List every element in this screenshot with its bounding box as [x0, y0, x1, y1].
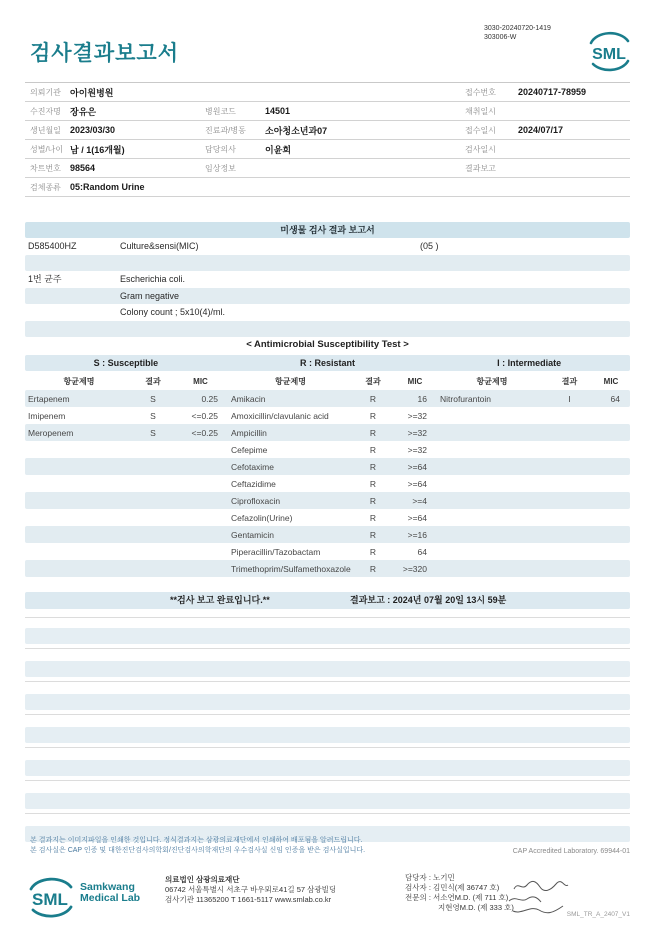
- micro-organism-row: [25, 271, 630, 288]
- ast-antibiotic-name: Gentamicin: [231, 529, 274, 540]
- empty-row-stripe: [25, 760, 630, 776]
- info-label: 성별/나이: [30, 144, 64, 154]
- ast-antibiotic-name: Nitrofurantoin: [440, 393, 492, 404]
- microbiology-section: [25, 222, 630, 337]
- info-value: 2024/07/17: [518, 125, 564, 135]
- micro-strain-label: 1번 균주: [28, 274, 62, 284]
- info-label: 접수번호: [465, 87, 496, 97]
- patient-info-table: [25, 82, 630, 197]
- ast-header-result: 결과: [365, 377, 381, 386]
- ast-result-value: S: [150, 410, 156, 421]
- ast-mic-value: 0.25: [201, 393, 218, 404]
- ast-antibiotic-name: Piperacillin/Tazobactam: [231, 546, 321, 557]
- ast-result-value: I: [568, 393, 571, 404]
- info-label: 접수일시: [465, 125, 496, 135]
- ast-result-value: R: [369, 393, 377, 404]
- ast-title: < Antimicrobial Susceptibility Test >: [246, 339, 409, 350]
- row-divider-line: [25, 813, 630, 814]
- micro-empty-row: [25, 255, 630, 271]
- empty-row-stripe: [25, 661, 630, 677]
- ast-legend-intermediate: I : Intermediate: [497, 358, 562, 368]
- ast-mic-value: >=64: [407, 461, 427, 472]
- ast-result-value: R: [369, 546, 377, 557]
- completion-message: **검사 보고 완료입니다.**: [170, 595, 270, 605]
- patient-info-row: [25, 83, 630, 102]
- ast-mic-value: <=0.25: [191, 410, 218, 421]
- ast-result-row: [25, 407, 630, 424]
- ast-mic-value: >=32: [407, 444, 427, 455]
- footer-address: 06742 서울특별시 서초구 바우뫼로41길 57 삼광빌딩: [165, 885, 337, 894]
- ast-antibiotic-name: Trimethoprim/Sulfamethoxazole: [231, 563, 351, 574]
- empty-row-stripe: [25, 628, 630, 644]
- document-numbers: [484, 24, 551, 42]
- info-value: 05:Random Urine: [70, 182, 145, 192]
- ast-result-value: R: [369, 478, 377, 489]
- patient-info-row: [25, 102, 630, 121]
- ast-antibiotic-name: Amoxicillin/clavulanic acid: [231, 410, 329, 421]
- micro-colony-count: Colony count ; 5x10(4)/ml.: [120, 307, 226, 317]
- ast-header-mic: MIC: [603, 377, 619, 386]
- ast-header-mic: MIC: [193, 377, 208, 386]
- info-value: 14501: [265, 106, 291, 116]
- ast-result-value: R: [369, 512, 377, 523]
- micro-specimen-code: (05 ): [420, 241, 439, 251]
- footer-lab-name: [80, 882, 140, 904]
- ast-mic-value: >=64: [407, 512, 427, 523]
- report-timestamp: 결과보고 : 2024년 07월 20일 13시 59분: [350, 595, 507, 605]
- ast-header-mic: MIC: [407, 377, 423, 386]
- info-label: 의뢰기관: [30, 87, 61, 97]
- footer-lab-name-line1: Samkwang: [80, 881, 135, 893]
- micro-colony-row: [25, 304, 630, 321]
- footer-lab-info: [165, 875, 336, 905]
- ast-legend-susceptible: S : Susceptible: [93, 358, 159, 368]
- info-value: 아이원병원: [70, 87, 114, 98]
- ast-mic-value: 64: [610, 393, 620, 404]
- info-label: 검사일시: [465, 144, 496, 154]
- ast-antibiotic-name: Cefazolin(Urine): [231, 512, 293, 523]
- ast-legend: [25, 355, 630, 371]
- micro-gram-row: [25, 288, 630, 304]
- patient-info-row: [25, 140, 630, 159]
- ast-mic-value: >=4: [412, 495, 427, 506]
- info-label: 검체종류: [30, 182, 61, 192]
- ast-legend-resistant: R : Resistant: [299, 358, 355, 368]
- footer-staff-examiner: 검사자 : 김민식(제 36747 호): [405, 883, 500, 892]
- ast-result-value: R: [369, 410, 377, 421]
- ast-header-result: 결과: [145, 377, 161, 386]
- ast-result-row: [25, 526, 630, 543]
- micro-gram-result: Gram negative: [120, 291, 180, 301]
- ast-result-row: [25, 560, 630, 577]
- empty-row-stripe: [25, 694, 630, 710]
- info-value: 남 / 1(16개월): [70, 144, 125, 155]
- disclaimer-line2: 본 검사실은 CAP 인증 및 대한진단검사의학회/진단검사의학재단의 우수검사실 신임 인증을 받은 검사실입니다.: [30, 846, 366, 854]
- footer-staff-specialist1: 전문의 : 서소연M.D. (제 711 호): [405, 893, 509, 902]
- info-value: 20240717-78959: [518, 87, 587, 97]
- ast-mic-value: >=64: [407, 478, 427, 489]
- micro-test-code: D585400HZ: [28, 241, 77, 251]
- microbiology-section-title: 미생물 검사 결과 보고서: [25, 222, 630, 238]
- ast-mic-value: >=32: [407, 427, 427, 438]
- svg-text:SML: SML: [592, 46, 626, 63]
- sml-logo-icon: [583, 31, 635, 75]
- info-value: 98564: [70, 163, 96, 173]
- ast-result-value: R: [369, 495, 377, 506]
- ast-mic-value: 16: [417, 393, 427, 404]
- ast-result-row: [25, 509, 630, 526]
- empty-row-stripe: [25, 793, 630, 809]
- ast-column-headers: [25, 373, 630, 390]
- ast-header-antibiotic: 항균제명: [275, 377, 306, 386]
- examiner-signature: [512, 879, 570, 893]
- ast-antibiotic-name: Ciprofloxacin: [231, 495, 281, 506]
- patient-info-row: [25, 121, 630, 140]
- info-label: 병원코드: [205, 106, 236, 116]
- row-divider-line: [25, 681, 630, 682]
- micro-organism-name: Escherichia coli.: [120, 274, 186, 284]
- footer-org-name: 의료법인 삼광의료재단: [165, 875, 240, 884]
- micro-test-row: [25, 238, 630, 255]
- form-version-code: SML_TR_A_2407_V1: [566, 911, 630, 918]
- row-divider-line: [25, 617, 630, 618]
- footer-staff-info: [405, 873, 514, 913]
- document-number-line1: 3030-20240720-1419: [484, 25, 551, 32]
- ast-antibiotic-name: Cefotaxime: [231, 461, 274, 472]
- ast-mic-value: 64: [417, 546, 427, 557]
- ast-result-row: [25, 492, 630, 509]
- info-label: 차트번호: [30, 163, 61, 173]
- ast-mic-value: >=32: [407, 410, 427, 421]
- info-label: 수진자명: [30, 106, 61, 116]
- ast-result-value: R: [369, 427, 377, 438]
- ast-antibiotic-name: Ertapenem: [28, 393, 70, 404]
- disclaimer-line1: 본 결과지는 이미지파일을 인쇄한 것입니다. 정식결과지는 삼광의료재단에서 인쇄하여 배포됨을 알려드립니다.: [30, 837, 363, 844]
- ast-header-antibiotic: 항균제명: [63, 377, 95, 386]
- ast-result-row: [25, 441, 630, 458]
- ast-result-value: R: [369, 444, 377, 455]
- patient-info-row: [25, 178, 630, 197]
- micro-empty-row: [25, 321, 630, 337]
- ast-mic-value: <=0.25: [191, 427, 218, 438]
- footer-staff-manager: 담당자 : 노기민: [405, 873, 455, 882]
- ast-results-table: [25, 390, 630, 577]
- info-label: 결과보고: [465, 163, 496, 173]
- document-number-line2: 303006-W: [484, 34, 517, 41]
- ast-antibiotic-name: Ampicillin: [231, 427, 267, 438]
- ast-antibiotic-name: Imipenem: [28, 410, 66, 421]
- row-divider-line: [25, 714, 630, 715]
- patient-info-row: [25, 159, 630, 178]
- ast-antibiotic-name: Meropenem: [28, 427, 74, 438]
- ast-header-result: 결과: [561, 377, 578, 386]
- ast-result-row: [25, 543, 630, 560]
- info-value: 소아청소년과07: [265, 125, 328, 136]
- footer-lab-name-line2: Medical Lab: [80, 892, 141, 904]
- ast-result-value: S: [150, 393, 156, 404]
- ast-antibiotic-name: Ceftazidime: [231, 478, 276, 489]
- ast-result-row: [25, 458, 630, 475]
- row-divider-line: [25, 648, 630, 649]
- cap-accreditation-note: CAP Accredited Laboratory. 69944-01: [512, 848, 630, 855]
- empty-row-stripe: [25, 727, 630, 743]
- info-value: 이윤희: [265, 144, 292, 155]
- ast-result-value: S: [150, 427, 156, 438]
- ast-header-antibiotic: 항균제명: [476, 377, 508, 386]
- ast-antibiotic-name: Amikacin: [231, 393, 266, 404]
- ast-result-row: [25, 424, 630, 441]
- row-divider-line: [25, 747, 630, 748]
- info-value: 장유은: [70, 106, 97, 117]
- ast-mic-value: >=320: [402, 563, 427, 574]
- ast-result-value: R: [369, 529, 377, 540]
- ast-result-row: [25, 475, 630, 492]
- footer-contact: 검사기관 11365200 T 1661-5117 www.smlab.co.kr: [165, 895, 332, 904]
- info-label: 담당의사: [205, 144, 236, 154]
- row-divider-line: [25, 780, 630, 781]
- ast-result-row: [25, 390, 630, 407]
- ast-result-value: R: [369, 563, 377, 574]
- page-title: 검사결과보고서: [30, 42, 180, 65]
- info-label: 채취일시: [465, 106, 496, 116]
- info-value: 2023/03/30: [70, 125, 116, 135]
- micro-test-name: Culture&sensi(MIC): [120, 241, 199, 251]
- info-label: 임상정보: [205, 163, 236, 173]
- ast-antibiotic-name: Cefepime: [231, 444, 268, 455]
- report-completion-row: [25, 592, 630, 609]
- ast-result-value: R: [369, 461, 377, 472]
- ast-mic-value: >=16: [407, 529, 427, 540]
- info-label: 생년월일: [30, 125, 61, 135]
- svg-text:SML: SML: [32, 890, 68, 909]
- footer-staff-specialist2: 지현영M.D. (제 333 호): [438, 903, 514, 912]
- info-label: 진료과/병동: [205, 125, 246, 135]
